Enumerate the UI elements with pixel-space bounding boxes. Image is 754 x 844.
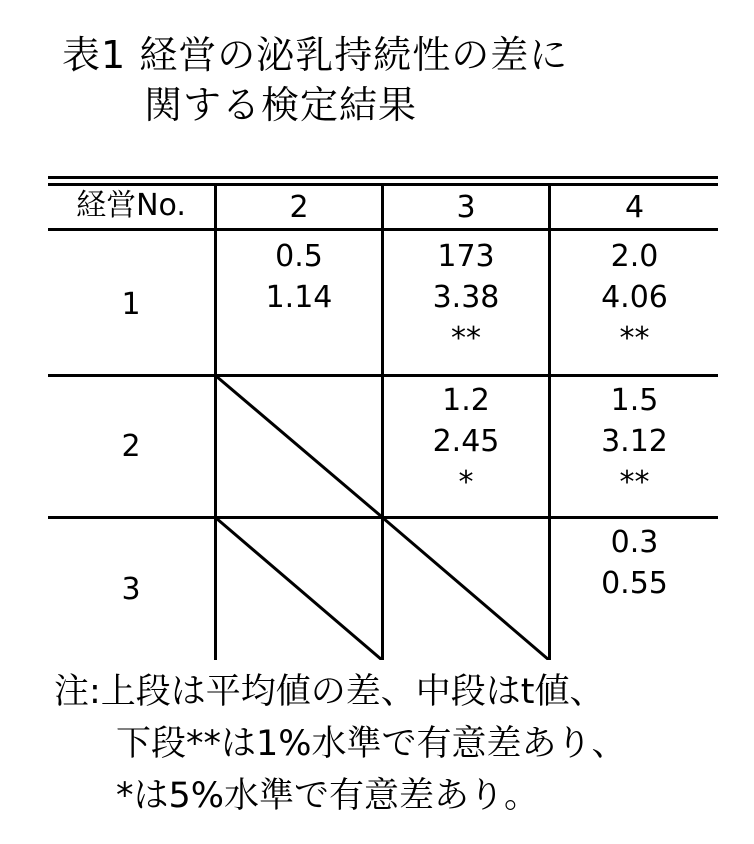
cell-significance [217,318,381,359]
cell-r3-c4 [551,522,718,645]
header-cell-3: 3 [456,190,476,225]
header-cell-2: 2 [289,190,309,225]
cell-r1-c3 [384,236,548,359]
table-footnote [54,666,627,822]
cell-mean-diff: 2.0 [610,239,659,274]
cell-significance: * [458,465,474,500]
row-label-1: 1 [121,287,141,322]
header-cell-4: 4 [624,190,645,225]
footnote-line-2: 下段**は1%水準で有意差あり、 [116,724,627,764]
footnote-line-1: 注:上段は平均値の差、中段はt値、 [54,672,605,712]
cell-mean-diff: 0.5 [275,239,323,274]
cell-t-value: 2.45 [432,424,500,459]
cell-t-value: 3.12 [601,424,668,459]
cell-t-value: 3.38 [432,280,500,315]
cell-t-value: 1.14 [265,280,333,315]
cell-t-value: 0.55 [601,566,668,601]
cell-r2-c3 [384,380,548,503]
cell-significance: ** [619,321,650,356]
header-cell-label: 経営No. [76,188,186,223]
diagonal-r3-c3 [383,518,549,660]
cell-r1-c4 [551,236,718,359]
diagonal-r2-c2 [216,376,382,517]
cell-r1-c2 [217,236,381,359]
cell-mean-diff: 0.3 [610,525,659,560]
row-label-2: 2 [121,429,141,464]
cell-t-value: 4.06 [601,280,668,315]
cell-significance: ** [619,465,650,500]
diagonal-r3-c2 [216,518,382,660]
footnote-line-3: *は5%水準で有意差あり。 [116,776,540,816]
cell-mean-diff: 173 [437,239,495,274]
row-label-3: 3 [121,572,141,607]
title-line-1: 表1 経営の泌乳持続性の差に [62,33,569,77]
title-line-2: 関する検定結果 [144,83,418,127]
table-title [62,30,568,130]
cell-mean-diff: 1.5 [610,383,659,418]
cell-r2-c4 [551,380,718,503]
cell-significance: ** [451,321,481,356]
results-table [48,176,718,660]
cell-mean-diff: 1.2 [442,383,490,418]
cell-significance [551,604,718,645]
